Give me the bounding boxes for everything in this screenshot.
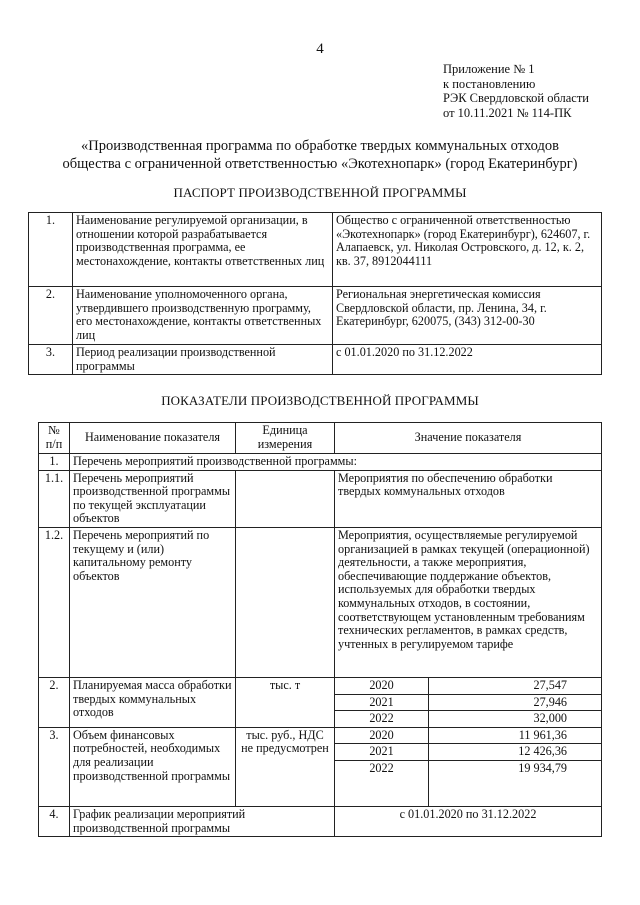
header-value: Значение показателя xyxy=(335,423,602,454)
table-row xyxy=(39,727,602,744)
indicator-value: Мероприятия, осуществляемые регулируемой организацией в рамках текущей (операционной) деятельности, а также мероприятия, обеспечивающие поддержание объектов, используемых для обработки твердых коммунальных отходов, в состоянии, соответствующем установленным требованиям технических регламентов, в рамках средств, учтенных в регулируемом тарифе xyxy=(335,527,602,677)
table-row xyxy=(39,806,602,836)
passport-field-value: с 01.01.2020 по 31.12.2022 xyxy=(333,345,602,375)
table-row xyxy=(29,345,602,375)
row-number: 1. xyxy=(29,213,73,287)
year-value: 11 961,36 xyxy=(429,727,602,744)
indicators-heading: ПОКАЗАТЕЛИ ПРОИЗВОДСТВЕННОЙ ПРОГРАММЫ xyxy=(161,393,479,408)
appendix-block xyxy=(443,62,589,120)
indicator-name: Перечень мероприятий производственной программы по текущей эксплуатации объектов xyxy=(70,470,236,527)
indicator-name: Перечень мероприятий по текущему и (или) капитальному ремонту объектов xyxy=(70,527,236,677)
passport-table xyxy=(28,212,602,375)
row-number: 2. xyxy=(29,287,73,345)
year-cell: 2020 xyxy=(335,677,429,694)
row-number: 1.2. xyxy=(39,527,70,677)
indicator-name: Объем финансовых потребностей, необходимых для реализации производственной программы xyxy=(70,727,236,806)
row-number: 2. xyxy=(39,677,70,727)
year-value: 32,000 xyxy=(429,711,602,728)
year-value: 27,946 xyxy=(429,694,602,711)
table-row xyxy=(39,470,602,527)
indicator-unit xyxy=(236,470,335,527)
year-cell: 2022 xyxy=(335,711,429,728)
appendix-line: РЭК Свердловской области xyxy=(443,91,589,105)
passport-heading: ПАСПОРТ ПРОИЗВОДСТВЕННОЙ ПРОГРАММЫ xyxy=(173,185,467,200)
indicator-unit: тыс. т xyxy=(236,677,335,727)
passport-field-name: Наименование регулируемой организации, в отношении которой разрабатывается производственная программа, ее местонахождение, контакты ответственных лиц xyxy=(73,213,333,287)
row-number: 3. xyxy=(29,345,73,375)
header-num: № п/п xyxy=(39,423,70,454)
passport-field-name: Наименование уполномоченного органа, утвердившего производственную программу, его местонахождение, контакты ответственных лиц xyxy=(73,287,333,345)
appendix-line: от 10.11.2021 № 114-ПК xyxy=(443,105,572,120)
indicator-value: с 01.01.2020 по 31.12.2022 xyxy=(335,806,602,836)
title-line: общества с ограниченной ответственностью «Экотехнопарк» (город Екатеринбург) xyxy=(62,156,578,172)
table-row xyxy=(29,213,602,287)
year-value: 12 426,36 xyxy=(429,744,602,761)
document-title xyxy=(20,137,620,173)
indicators-table xyxy=(38,422,602,837)
indicator-value: Мероприятия по обеспечению обработки твердых коммунальных отходов xyxy=(335,470,602,527)
indicator-name: График реализации мероприятий производственной программы xyxy=(70,806,335,836)
indicator-unit xyxy=(236,527,335,677)
row-number: 3. xyxy=(39,727,70,806)
table-header-row xyxy=(39,423,602,454)
table-row xyxy=(29,287,602,345)
year-value: 19 934,79 xyxy=(429,760,602,806)
row-number: 1.1. xyxy=(39,470,70,527)
passport-field-value: Региональная энергетическая комиссия Свердловской области, пр. Ленина, 34, г. Екатеринбург, 620075, (343) 312-00-30 xyxy=(333,287,602,345)
page-number: 4 xyxy=(316,41,324,57)
appendix-line: к постановлению xyxy=(443,76,536,91)
year-cell: 2021 xyxy=(335,744,429,761)
title-line: «Производственная программа по обработке твердых коммунальных отходов xyxy=(81,138,559,154)
header-name: Наименование показателя xyxy=(70,423,236,454)
header-unit: Единица измерения xyxy=(236,423,335,454)
year-cell: 2021 xyxy=(335,694,429,711)
passport-field-value: Общество с ограниченной ответственностью «Экотехнопарк» (город Екатеринбург), 624607, г. Алапаевск, ул. Николая Островского, д. 12, к. 2, кв. 37, 8912044111 xyxy=(333,213,602,287)
year-value: 27,547 xyxy=(429,677,602,694)
section-label: Перечень мероприятий производственной программы: xyxy=(70,454,602,471)
passport-field-name: Период реализации производственной программы xyxy=(73,345,333,375)
indicator-name: Планируемая масса обработки твердых коммунальных отходов xyxy=(70,677,236,727)
row-number: 1. xyxy=(39,454,70,471)
table-row xyxy=(39,527,602,677)
appendix-line: Приложение № 1 xyxy=(443,62,535,76)
table-row xyxy=(39,677,602,694)
year-cell: 2022 xyxy=(335,760,429,806)
year-cell: 2020 xyxy=(335,727,429,744)
indicator-unit: тыс. руб., НДС не предусмотрен xyxy=(236,727,335,806)
row-number: 4. xyxy=(39,806,70,836)
table-row xyxy=(39,454,602,471)
